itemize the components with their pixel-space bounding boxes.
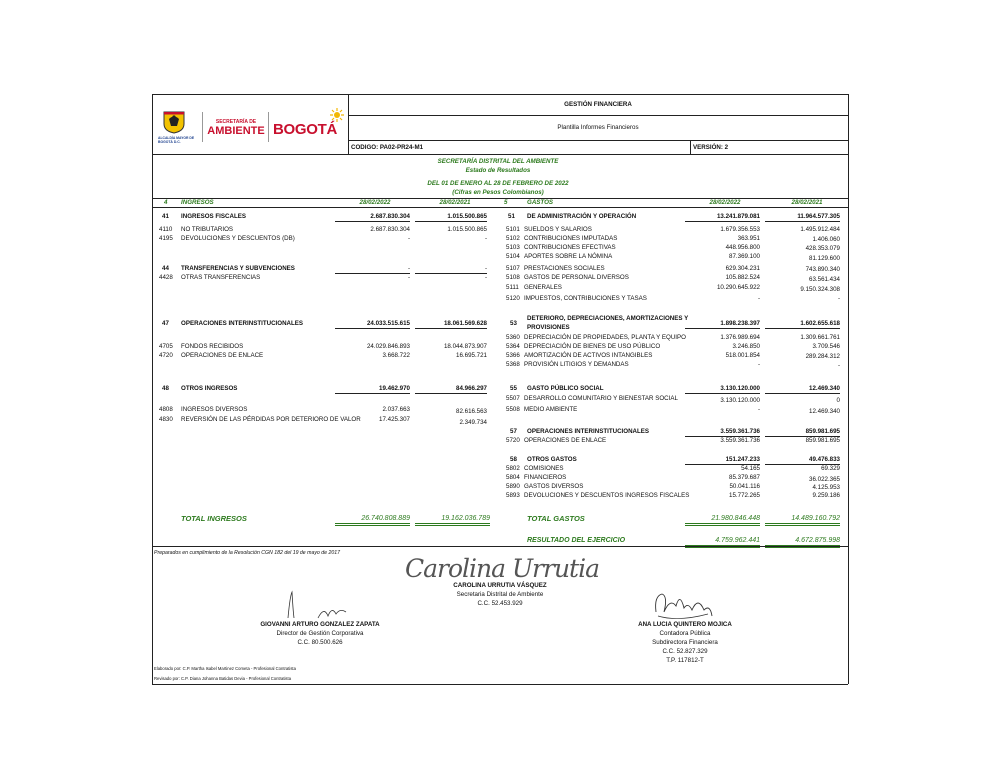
signature-giovanni-icon — [280, 588, 360, 622]
expense-current: 15.772.265 — [729, 492, 760, 499]
header-subtitle: Plantilla Informes Financieros — [557, 124, 639, 131]
expense-code: 5802 — [506, 465, 520, 472]
total-income-prior: 19.162.036.789 — [415, 515, 490, 526]
expense-label: CONTRIBUCIONES EFECTIVAS — [524, 244, 616, 251]
expense-label: MEDIO AMBIENTE — [524, 406, 578, 413]
expense-label: DEPRECIACIÓN DE BIENES DE USO PÚBLICO — [524, 343, 661, 350]
expense-code: 5893 — [506, 492, 520, 499]
expense-label: OTROS GASTOS — [527, 456, 577, 463]
resolution-note: Preparados en cumplimiento de la Resolución CGN 182 del 19 de mayo de 2017 — [154, 550, 340, 556]
income-code: 41 — [162, 213, 169, 220]
result-label: RESULTADO DEL EJERCICIO — [527, 537, 626, 544]
elaborado-por: Elaborado por: C.P. Martha Isabel Martinez Cometa - Profesional Contratista — [154, 666, 296, 671]
expense-prior: 1.406.060 — [812, 236, 840, 243]
header-version: VERSIÓN: 2 — [693, 144, 729, 151]
expense-current: 3.559.361.736 — [720, 437, 760, 444]
header-codigo: CODIGO: PA02-PR24-M1 — [351, 144, 424, 151]
total-expense-label: TOTAL GASTOS — [527, 514, 585, 523]
expense-label: APORTES SOBRE LA NÓMINA — [524, 253, 613, 260]
expense-prior: 12.469.340 — [765, 385, 840, 394]
expense-code: 5103 — [506, 244, 520, 251]
expense-current: - — [757, 295, 760, 302]
logo-ambiente: AMBIENTE — [207, 125, 265, 137]
expense-code: 51 — [508, 213, 515, 220]
income-date-prior: 28/02/2021 — [439, 199, 471, 206]
income-code: 4808 — [159, 406, 173, 413]
expense-code: 5108 — [506, 274, 520, 281]
income-code: 47 — [162, 320, 169, 327]
expense-current: 3.559.361.736 — [685, 428, 760, 437]
expense-label: GASTOS DIVERSOS — [524, 483, 584, 490]
income-prior: 18.061.569.628 — [415, 320, 487, 329]
signatory-id-giovanni: C.C. 80.500.626 — [297, 639, 343, 646]
report-entity: SECRETARÍA DISTRITAL DEL AMBIENTE — [437, 158, 559, 165]
expense-prior: 0 — [836, 397, 840, 404]
expense-prior: 1.602.655.618 — [765, 320, 840, 329]
expense-code: 5507 — [506, 395, 520, 402]
income-label: TRANSFERENCIAS Y SUBVENCIONES — [181, 265, 295, 272]
income-label: INGRESOS DIVERSOS — [181, 406, 248, 413]
income-code: 4830 — [159, 416, 173, 423]
logo-bogota: BOGOTÁ — [273, 121, 338, 138]
report-period: DEL 01 DE ENERO AL 28 DE FEBRERO DE 2022 — [427, 180, 569, 187]
expense-prior: 859.981.695 — [805, 437, 840, 444]
income-label: FONDOS RECIBIDOS — [181, 343, 244, 350]
expense-code: 5102 — [506, 235, 520, 242]
expense-current: - — [757, 406, 760, 413]
expense-code: 5890 — [506, 483, 520, 490]
expense-prior: - — [837, 362, 840, 369]
expense-label: DEVOLUCIONES Y DESCUENTOS INGRESOS FISCALES — [524, 492, 690, 499]
expense-label: OPERACIONES DE ENLACE — [524, 437, 607, 444]
logo-divider-2 — [268, 112, 269, 142]
income-date-current: 28/02/2022 — [359, 199, 391, 206]
income-prior: 1.015.500.865 — [415, 213, 487, 222]
expense-label: OPERACIONES INTERINSTITUCIONALES — [527, 428, 650, 435]
income-code: 4705 — [159, 343, 173, 350]
expense-code: 53 — [510, 320, 517, 327]
signatory-role-carolina: Secretaria Distrital de Ambiente — [456, 591, 544, 598]
income-code: 4428 — [159, 274, 173, 281]
income-label: OPERACIONES INTERINSTITUCIONALES — [181, 320, 304, 327]
expense-prior: 36.022.365 — [809, 476, 840, 483]
expense-prior: 3.709.546 — [812, 343, 840, 350]
expense-label: FINANCIEROS — [524, 474, 567, 481]
expense-code: 58 — [510, 456, 517, 463]
signatory-role-ana-lucia: Contadora Pública — [659, 630, 711, 637]
expense-prior: 9.150.324.308 — [800, 286, 840, 293]
logo-secretaria-small: SECRETARÍA DE — [215, 119, 257, 125]
expense-label: SUELDOS Y SALARIOS — [524, 226, 592, 233]
income-column-label: INGRESOS — [181, 199, 214, 206]
income-current: - — [407, 235, 410, 242]
signatory-name-ana-lucia: ANA LUCIA QUINTERO MOJICA — [638, 621, 732, 628]
expense-label: AMORTIZACIÓN DE ACTIVOS INTANGIBLES — [524, 352, 653, 359]
expense-current: 3.246.850 — [732, 343, 760, 350]
expense-code: 5107 — [506, 265, 520, 272]
total-expense-current: 21.980.846.448 — [685, 515, 760, 526]
income-code: 4110 — [159, 226, 173, 233]
expense-current: 10.290.645.922 — [716, 284, 760, 291]
expense-date-prior: 28/02/2021 — [791, 199, 823, 206]
income-column-code: 4 — [164, 199, 168, 206]
income-prior: 18.044.873.907 — [443, 343, 487, 350]
alcaldia-text: ALCALDÍA MAYOR DE BOGOTÁ D.C. — [158, 136, 195, 144]
report-currency: (Cifras en Pesos Colombianos) — [452, 189, 544, 196]
income-current: 24.029.846.893 — [366, 343, 410, 350]
income-prior: 1.015.500.865 — [447, 226, 487, 233]
expense-current: 85.379.687 — [729, 474, 760, 481]
income-current: 19.462.970 — [335, 385, 410, 394]
expense-current: - — [757, 361, 760, 368]
expense-label: DETERIORO, DEPRECIACIONES, AMORTIZACIONES Y — [527, 315, 689, 322]
signatory-role2-ana-lucia: Subdirectora Financiera — [652, 639, 718, 646]
expense-label: DESARROLLO COMUNITARIO Y BIENESTAR SOCIAL — [524, 395, 678, 402]
expense-prior: 4.125.953 — [812, 484, 840, 491]
expense-current: 87.369.100 — [729, 253, 760, 260]
total-income-current: 26.740.808.889 — [335, 515, 410, 526]
income-current: 17.425.307 — [379, 416, 410, 423]
expense-code: 5120 — [506, 295, 520, 302]
expense-prior: 428.353.079 — [805, 245, 840, 252]
revisado-por: Revisado por: C.P. Diana Johanna Batidas Devia - Profesional Contratista — [154, 676, 292, 681]
signatory-id-carolina: C.C. 52.453.929 — [477, 600, 523, 607]
income-label: OTRAS TRANSFERENCIAS — [181, 274, 261, 281]
income-current: 24.033.515.615 — [335, 320, 410, 329]
expense-prior: 859.981.695 — [765, 428, 840, 437]
expense-current: 3.130.120.000 — [685, 385, 760, 394]
logo-block — [158, 110, 344, 150]
total-income-label: TOTAL INGRESOS — [181, 514, 247, 523]
expense-column-code: 5 — [504, 199, 508, 206]
expense-label: PRESTACIONES SOCIALES — [524, 265, 605, 272]
expense-column-label: GASTOS — [527, 199, 554, 206]
expense-code: 5508 — [506, 406, 520, 413]
expense-current: 50.041.116 — [729, 483, 760, 490]
total-expense-prior: 14.489.160.792 — [765, 515, 840, 526]
expense-label-line2: PROVISIONES — [527, 324, 570, 331]
expense-prior: 49.476.833 — [765, 456, 840, 465]
expense-prior: 9.259.186 — [812, 492, 840, 499]
income-label: OPERACIONES DE ENLACE — [181, 352, 264, 359]
expense-code: 5366 — [506, 352, 520, 359]
signatory-name-carolina: CAROLINA URRUTIA VÁSQUEZ — [453, 582, 547, 589]
income-code: 4720 — [159, 352, 173, 359]
income-code: 44 — [162, 265, 169, 272]
bogota-coat-of-arms-icon — [161, 110, 187, 134]
income-prior: - — [484, 235, 487, 242]
expense-current: 1.679.356.553 — [720, 226, 760, 233]
expense-label: GASTO PÚBLICO SOCIAL — [527, 385, 604, 392]
income-current: - — [335, 265, 410, 274]
expense-prior: 12.469.340 — [809, 408, 840, 415]
signatory-role-giovanni: Director de Gestión Corporativa — [276, 630, 364, 637]
income-prior: - — [415, 265, 487, 274]
expense-code: 5104 — [506, 253, 520, 260]
expense-code: 55 — [510, 385, 517, 392]
expense-label: GASTOS DE PERSONAL DIVERSOS — [524, 274, 629, 281]
expense-label: PROVISIÓN LITIGIOS Y DEMANDAS — [524, 361, 629, 368]
signatory-name-giovanni: GIOVANNI ARTURO GONZALEZ ZAPATA — [260, 621, 380, 628]
income-prior: 16.695.721 — [456, 352, 487, 359]
signature-ana-lucia-icon — [648, 588, 718, 622]
signatory-tp-ana-lucia: T.P. 117812-T — [666, 657, 704, 664]
expense-current: 3.130.120.000 — [720, 397, 760, 404]
expense-code: 5364 — [506, 343, 520, 350]
income-current: - — [407, 274, 410, 281]
income-prior: 2.349.734 — [459, 419, 487, 426]
expense-code: 5360 — [506, 334, 520, 341]
income-label: INGRESOS FISCALES — [181, 213, 246, 220]
expense-prior: 69.329 — [821, 465, 840, 472]
logo-divider — [202, 112, 203, 142]
income-current: 2.687.830.304 — [370, 226, 410, 233]
expense-prior: 1.495.912.484 — [800, 226, 840, 233]
result-prior: 4.672.875.998 — [765, 537, 840, 548]
result-current: 4.759.962.441 — [685, 537, 760, 548]
income-prior: 84.966.297 — [415, 385, 487, 394]
income-current: 2.687.830.304 — [335, 213, 410, 222]
expense-code: 5720 — [506, 437, 520, 444]
expense-current: 518.001.854 — [725, 352, 760, 359]
income-prior: 82.616.563 — [456, 408, 487, 415]
income-label: DEVOLUCIONES Y DESCUENTOS (DB) — [181, 235, 295, 242]
sun-icon — [330, 108, 344, 122]
header-title: GESTIÓN FINANCIERA — [564, 101, 632, 108]
report-name: Estado de Resultados — [465, 167, 531, 174]
expense-current: 151.247.233 — [685, 456, 760, 465]
income-label: REVERSIÓN DE LAS PÉRDIDAS POR DETERIORO DE VALOR — [181, 416, 361, 423]
signatory-id-ana-lucia: C.C. 52.827.329 — [662, 648, 708, 655]
expense-label: DE ADMINISTRACIÓN Y OPERACIÓN — [527, 213, 637, 220]
expense-code: 57 — [510, 428, 517, 435]
expense-date-current: 28/02/2022 — [709, 199, 741, 206]
income-label: NO TRIBUTARIOS — [181, 226, 234, 233]
expense-label: CONTRIBUCIONES IMPUTADAS — [524, 235, 618, 242]
income-prior: - — [484, 274, 487, 281]
expense-prior: - — [837, 295, 840, 302]
expense-label: GENERALES — [524, 284, 562, 291]
income-current: 2.037.663 — [382, 406, 410, 413]
expense-prior: 289.284.312 — [805, 353, 840, 360]
expense-prior: 81.129.600 — [809, 255, 840, 262]
expense-current: 105.882.524 — [725, 274, 760, 281]
expense-current: 54.165 — [741, 465, 760, 472]
expense-prior: 63.561.434 — [809, 276, 840, 283]
income-code: 48 — [162, 385, 169, 392]
expense-label: COMISIONES — [524, 465, 564, 472]
expense-prior: 1.309.661.761 — [800, 334, 840, 341]
expense-prior: 11.964.577.305 — [765, 213, 840, 222]
income-label: OTROS INGRESOS — [181, 385, 238, 392]
expense-label: IMPUESTOS, CONTRIBUCIONES Y TASAS — [524, 295, 647, 302]
expense-code: 5804 — [506, 474, 520, 481]
expense-current: 1.376.989.694 — [720, 334, 760, 341]
expense-current: 1.898.238.397 — [685, 320, 760, 329]
expense-current: 448.956.800 — [725, 244, 760, 251]
expense-label: DEPRECIACIÓN DE PROPIEDADES, PLANTA Y EQUIPO — [524, 334, 686, 341]
expense-code: 5368 — [506, 361, 520, 368]
expense-prior: 743.890.340 — [805, 266, 840, 273]
income-code: 4195 — [159, 235, 173, 242]
expense-code: 5101 — [506, 226, 520, 233]
expense-code: 5111 — [506, 284, 519, 291]
income-current: 3.668.722 — [382, 352, 410, 359]
expense-current: 13.241.879.081 — [685, 213, 760, 222]
signature-carolina: Carolina Urrutia — [405, 554, 599, 583]
expense-current: 363.951 — [737, 235, 760, 242]
expense-current: 629.304.231 — [725, 265, 760, 272]
